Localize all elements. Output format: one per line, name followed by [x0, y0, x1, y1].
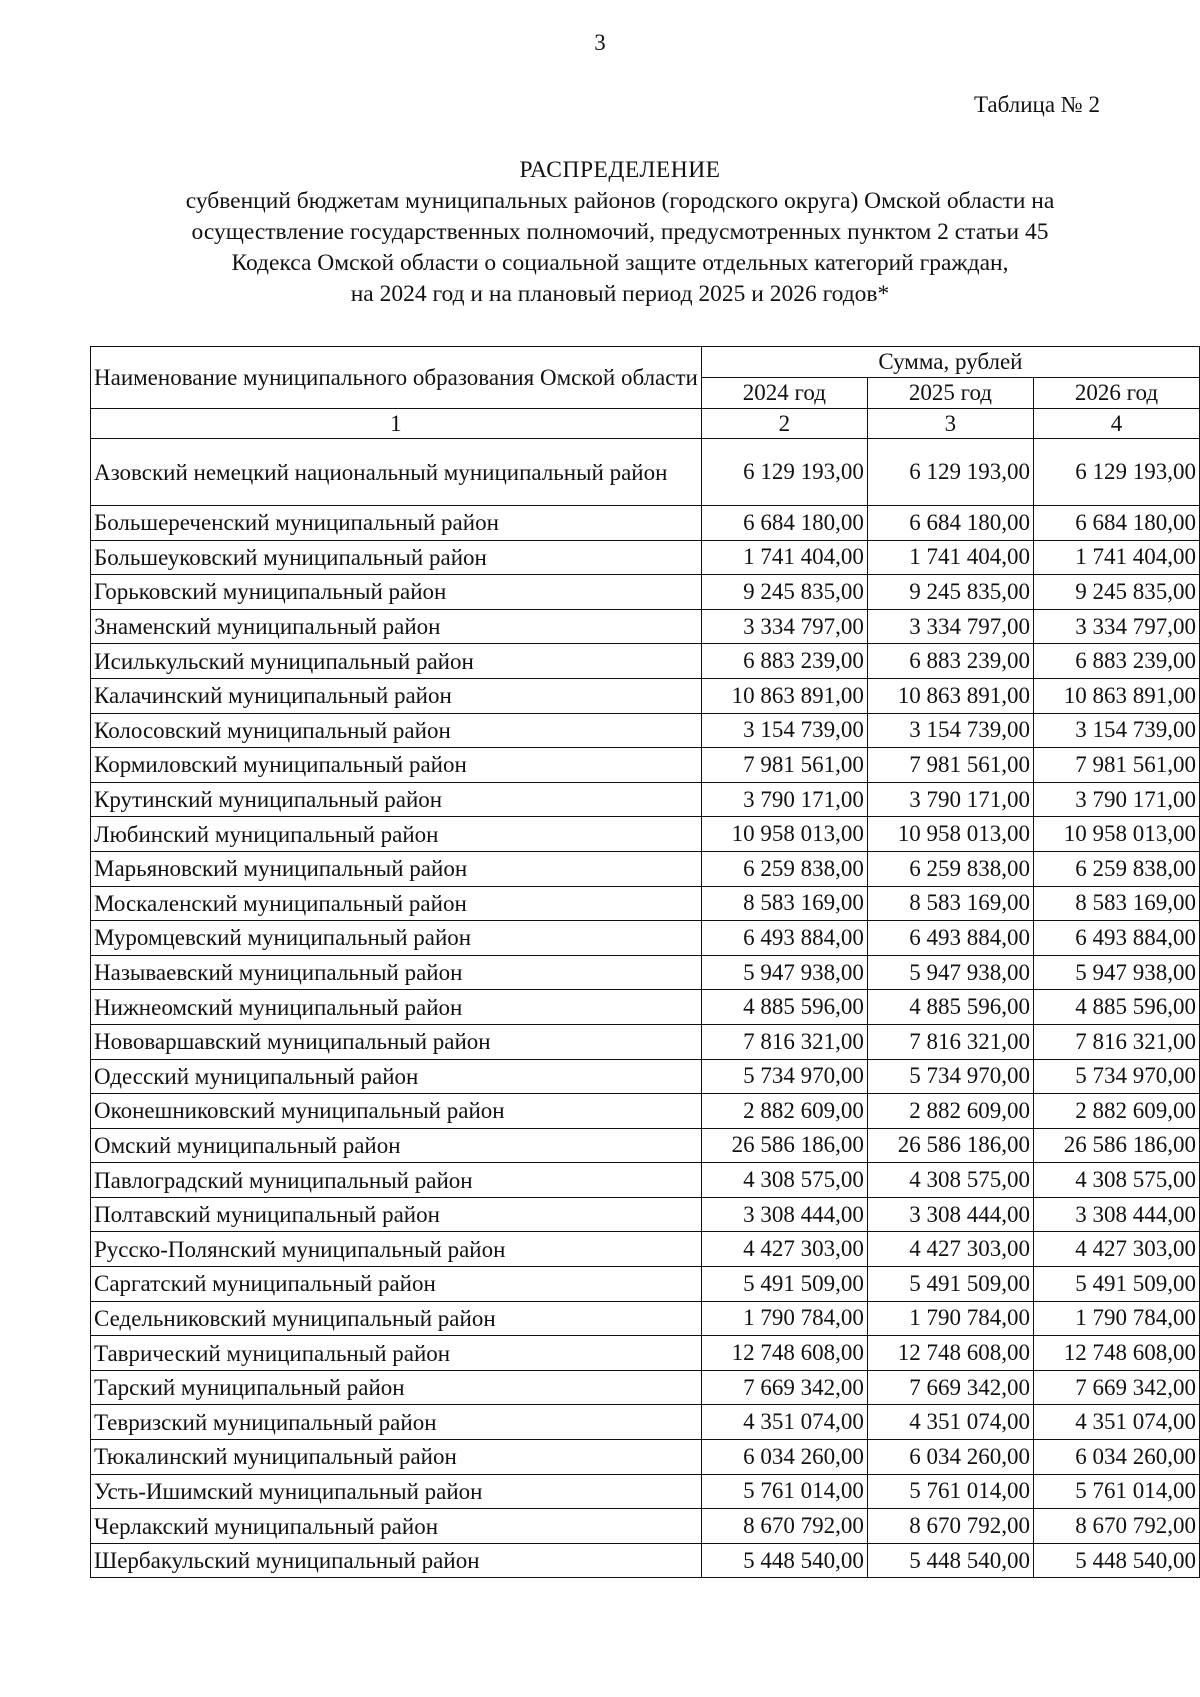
municipality-name: Тюкалинский муниципальный район	[91, 1440, 702, 1475]
table-row	[91, 506, 1200, 541]
amount-2024: 8 583 169,00	[701, 886, 867, 921]
municipality-name: Полтавский муниципальный район	[91, 1197, 702, 1232]
amount-2024: 1 741 404,00	[701, 540, 867, 575]
amount-2026: 6 129 193,00	[1033, 439, 1199, 506]
amount-2024: 6 684 180,00	[701, 506, 867, 541]
amount-2026: 8 670 792,00	[1033, 1509, 1199, 1544]
amount-2025: 8 670 792,00	[867, 1509, 1033, 1544]
municipality-name: Горьковский муниципальный район	[91, 575, 702, 610]
amount-2026: 7 669 342,00	[1033, 1370, 1199, 1405]
municipality-name: Седельниковский муниципальный район	[91, 1301, 702, 1336]
municipality-name: Павлоградский муниципальный район	[91, 1163, 702, 1198]
amount-2025: 3 154 739,00	[867, 713, 1033, 748]
table-row	[91, 1197, 1200, 1232]
amount-2025: 12 748 608,00	[867, 1336, 1033, 1371]
amount-2026: 3 334 797,00	[1033, 609, 1199, 644]
amount-2025: 6 129 193,00	[867, 439, 1033, 506]
table-row	[91, 713, 1200, 748]
municipality-name: Марьяновский муниципальный район	[91, 851, 702, 886]
table-row	[91, 575, 1200, 610]
column-number: 1	[91, 409, 702, 439]
table-row	[91, 955, 1200, 990]
amount-2024: 6 493 884,00	[701, 921, 867, 956]
amount-2025: 6 883 239,00	[867, 644, 1033, 679]
table-row	[91, 886, 1200, 921]
amount-2025: 9 245 835,00	[867, 575, 1033, 610]
amount-2026: 26 586 186,00	[1033, 1128, 1199, 1163]
column-number: 3	[867, 409, 1033, 439]
amount-2026: 9 245 835,00	[1033, 575, 1199, 610]
table-row	[91, 678, 1200, 713]
table-row	[91, 439, 1200, 506]
table-row	[91, 1059, 1200, 1094]
header-year-2026: 2026 год	[1033, 378, 1199, 409]
table-row	[91, 1024, 1200, 1059]
amount-2025: 4 885 596,00	[867, 990, 1033, 1025]
amount-2026: 12 748 608,00	[1033, 1336, 1199, 1371]
column-number: 4	[1033, 409, 1199, 439]
amount-2024: 7 816 321,00	[701, 1024, 867, 1059]
amount-2024: 7 981 561,00	[701, 748, 867, 783]
table-row	[91, 921, 1200, 956]
table-row	[91, 1370, 1200, 1405]
table-row	[91, 1163, 1200, 1198]
amount-2024: 9 245 835,00	[701, 575, 867, 610]
amount-2026: 10 863 891,00	[1033, 678, 1199, 713]
municipality-name: Нововаршавский муниципальный район	[91, 1024, 702, 1059]
amount-2026: 6 259 838,00	[1033, 851, 1199, 886]
table-row	[91, 1336, 1200, 1371]
municipality-name: Любинский муниципальный район	[91, 817, 702, 852]
municipality-name: Муромцевский муниципальный район	[91, 921, 702, 956]
amount-2024: 3 308 444,00	[701, 1197, 867, 1232]
amount-2025: 1 741 404,00	[867, 540, 1033, 575]
table-row	[91, 609, 1200, 644]
table-row	[91, 782, 1200, 817]
amount-2025: 10 863 891,00	[867, 678, 1033, 713]
amount-2026: 8 583 169,00	[1033, 886, 1199, 921]
amount-2025: 5 734 970,00	[867, 1059, 1033, 1094]
amount-2025: 3 334 797,00	[867, 609, 1033, 644]
municipality-name: Крутинский муниципальный район	[91, 782, 702, 817]
amount-2025: 5 947 938,00	[867, 955, 1033, 990]
municipality-name: Кормиловский муниципальный район	[91, 748, 702, 783]
amount-2025: 7 816 321,00	[867, 1024, 1033, 1059]
municipality-name: Азовский немецкий национальный муниципальный район	[91, 439, 702, 506]
amount-2025: 5 761 014,00	[867, 1474, 1033, 1509]
amount-2026: 5 761 014,00	[1033, 1474, 1199, 1509]
amount-2026: 2 882 609,00	[1033, 1094, 1199, 1129]
header-sum: Сумма, рублей	[701, 347, 1199, 378]
amount-2026: 6 883 239,00	[1033, 644, 1199, 679]
table-row	[91, 748, 1200, 783]
table-row	[91, 1405, 1200, 1440]
amount-2024: 4 351 074,00	[701, 1405, 867, 1440]
document-title	[90, 155, 1150, 310]
amount-2024: 5 491 509,00	[701, 1267, 867, 1302]
amount-2025: 6 034 260,00	[867, 1440, 1033, 1475]
amount-2024: 12 748 608,00	[701, 1336, 867, 1371]
municipality-name: Таврический муниципальный район	[91, 1336, 702, 1371]
amount-2026: 4 351 074,00	[1033, 1405, 1199, 1440]
amount-2025: 6 493 884,00	[867, 921, 1033, 956]
municipality-name: Одесский муниципальный район	[91, 1059, 702, 1094]
municipality-name: Большеуковский муниципальный район	[91, 540, 702, 575]
amount-2024: 6 883 239,00	[701, 644, 867, 679]
amount-2026: 1 741 404,00	[1033, 540, 1199, 575]
column-number: 2	[701, 409, 867, 439]
title-line: субвенций бюджетам муниципальных районов (городского округа) Омской области на	[185, 188, 1055, 214]
amount-2024: 1 790 784,00	[701, 1301, 867, 1336]
table-row	[91, 540, 1200, 575]
amount-2025: 4 308 575,00	[867, 1163, 1033, 1198]
amount-2026: 4 308 575,00	[1033, 1163, 1199, 1198]
amount-2025: 5 448 540,00	[867, 1543, 1033, 1578]
amount-2024: 2 882 609,00	[701, 1094, 867, 1129]
amount-2024: 4 885 596,00	[701, 990, 867, 1025]
amount-2024: 7 669 342,00	[701, 1370, 867, 1405]
amount-2026: 7 816 321,00	[1033, 1024, 1199, 1059]
amount-2026: 10 958 013,00	[1033, 817, 1199, 852]
amount-2025: 4 351 074,00	[867, 1405, 1033, 1440]
amount-2026: 6 034 260,00	[1033, 1440, 1199, 1475]
amount-2025: 2 882 609,00	[867, 1094, 1033, 1129]
amount-2026: 4 885 596,00	[1033, 990, 1199, 1025]
amount-2026: 5 947 938,00	[1033, 955, 1199, 990]
amount-2026: 1 790 784,00	[1033, 1301, 1199, 1336]
title-heading: РАСПРЕДЕЛЕНИЕ	[519, 157, 721, 183]
amount-2024: 4 427 303,00	[701, 1232, 867, 1267]
municipality-name: Саргатский муниципальный район	[91, 1267, 702, 1302]
amount-2024: 8 670 792,00	[701, 1509, 867, 1544]
table-row	[91, 1543, 1200, 1578]
amount-2024: 10 863 891,00	[701, 678, 867, 713]
amount-2026: 3 790 171,00	[1033, 782, 1199, 817]
amount-2025: 8 583 169,00	[867, 886, 1033, 921]
municipality-name: Калачинский муниципальный район	[91, 678, 702, 713]
table-row	[91, 990, 1200, 1025]
municipality-name: Черлакский муниципальный район	[91, 1509, 702, 1544]
table-row	[91, 1094, 1200, 1129]
municipality-name: Тарский муниципальный район	[91, 1370, 702, 1405]
municipality-name: Исилькульский муниципальный район	[91, 644, 702, 679]
municipality-name: Называевский муниципальный район	[91, 955, 702, 990]
amount-2025: 1 790 784,00	[867, 1301, 1033, 1336]
amount-2024: 26 586 186,00	[701, 1128, 867, 1163]
municipality-name: Омский муниципальный район	[91, 1128, 702, 1163]
title-line: осуществление государственных полномочий, предусмотренных пунктом 2 статьи 45	[191, 219, 1049, 245]
municipality-name: Шербакульский муниципальный район	[91, 1543, 702, 1578]
amount-2026: 6 493 884,00	[1033, 921, 1199, 956]
amount-2024: 5 947 938,00	[701, 955, 867, 990]
municipality-name: Русско-Полянский муниципальный район	[91, 1232, 702, 1267]
amount-2025: 6 259 838,00	[867, 851, 1033, 886]
table-body	[91, 439, 1200, 1578]
amount-2025: 5 491 509,00	[867, 1267, 1033, 1302]
amount-2025: 3 308 444,00	[867, 1197, 1033, 1232]
amount-2026: 3 308 444,00	[1033, 1197, 1199, 1232]
table-row	[91, 817, 1200, 852]
amount-2026: 5 491 509,00	[1033, 1267, 1199, 1302]
table-row	[91, 1509, 1200, 1544]
table-row	[91, 1232, 1200, 1267]
municipality-name: Большереченский муниципальный район	[91, 506, 702, 541]
municipality-name: Знаменский муниципальный район	[91, 609, 702, 644]
table-row	[91, 1267, 1200, 1302]
amount-2025: 4 427 303,00	[867, 1232, 1033, 1267]
header-year-2025: 2025 год	[867, 378, 1033, 409]
amount-2025: 7 981 561,00	[867, 748, 1033, 783]
table-row	[91, 851, 1200, 886]
title-line: Кодекса Омской области о социальной защите отдельных категорий граждан,	[231, 250, 1009, 276]
amount-2024: 5 734 970,00	[701, 1059, 867, 1094]
title-line: на 2024 год и на плановый период 2025 и 2026 годов*	[350, 281, 890, 307]
municipality-name: Оконешниковский муниципальный район	[91, 1094, 702, 1129]
amount-2025: 10 958 013,00	[867, 817, 1033, 852]
amount-2026: 6 684 180,00	[1033, 506, 1199, 541]
amount-2024: 5 761 014,00	[701, 1474, 867, 1509]
amount-2025: 26 586 186,00	[867, 1128, 1033, 1163]
municipality-name: Колосовский муниципальный район	[91, 713, 702, 748]
amount-2024: 5 448 540,00	[701, 1543, 867, 1578]
amount-2025: 3 790 171,00	[867, 782, 1033, 817]
amount-2024: 10 958 013,00	[701, 817, 867, 852]
amount-2026: 5 448 540,00	[1033, 1543, 1199, 1578]
table-row	[91, 1440, 1200, 1475]
amount-2024: 4 308 575,00	[701, 1163, 867, 1198]
header-municipality: Наименование муниципального образования Омской области	[91, 347, 702, 409]
municipality-name: Усть-Ишимский муниципальный район	[91, 1474, 702, 1509]
municipality-name: Москаленский муниципальный район	[91, 886, 702, 921]
municipality-name: Нижнеомский муниципальный район	[91, 990, 702, 1025]
amount-2024: 3 790 171,00	[701, 782, 867, 817]
municipality-name: Тевризский муниципальный район	[91, 1405, 702, 1440]
amount-2026: 7 981 561,00	[1033, 748, 1199, 783]
table-row	[91, 644, 1200, 679]
header-year-2024: 2024 год	[701, 378, 867, 409]
table-row	[91, 1474, 1200, 1509]
amount-2026: 3 154 739,00	[1033, 713, 1199, 748]
amount-2025: 6 684 180,00	[867, 506, 1033, 541]
amount-2024: 6 129 193,00	[701, 439, 867, 506]
distribution-table	[90, 346, 1200, 1578]
amount-2025: 7 669 342,00	[867, 1370, 1033, 1405]
table-label: Таблица № 2	[973, 92, 1100, 117]
amount-2024: 3 154 739,00	[701, 713, 867, 748]
table-row	[91, 1301, 1200, 1336]
amount-2026: 5 734 970,00	[1033, 1059, 1199, 1094]
page-number: 3	[594, 30, 606, 55]
amount-2026: 4 427 303,00	[1033, 1232, 1199, 1267]
table-row	[91, 1128, 1200, 1163]
amount-2024: 3 334 797,00	[701, 609, 867, 644]
amount-2024: 6 034 260,00	[701, 1440, 867, 1475]
amount-2024: 6 259 838,00	[701, 851, 867, 886]
